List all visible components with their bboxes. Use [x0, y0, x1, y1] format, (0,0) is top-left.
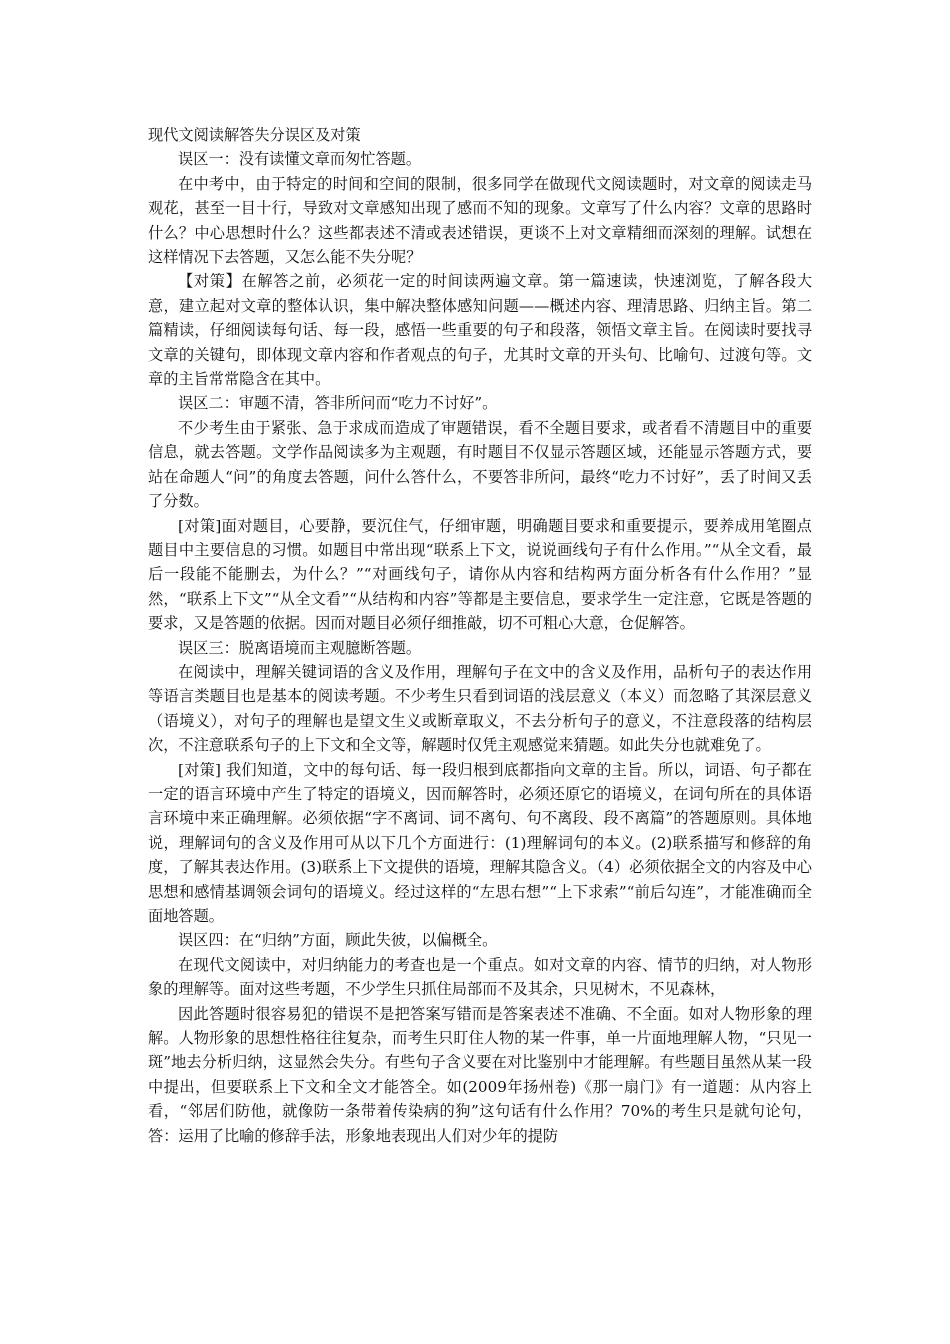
paragraph: 在中考中，由于特定的时间和空间的限制，很多同学在做现代文阅读题时，对文章的阅读走马观花，甚至一目十行，导致对文章感知出现了感而不知的现象。文章写了什么内容？文章的思路时什么？中心思想时什么？这些都表述不清或表述错误，更谈不上对文章精细而深刻的理解。试想在这样情况下去答题，又怎么能不失分呢？	[148, 174, 812, 267]
paragraph: 在现代文阅读中，对归纳能力的考查也是一个重点。如对文章的内容、情节的归纳，对人物形象的理解等。面对这些考题，不少学生只抓住局部而不及其余，只见树木，不见森林，	[148, 955, 812, 999]
strategy-paragraph: [对策]面对题目，心要静，要沉住气，仔细审题，明确题目要求和重要提示，要养成用笔圈点题目中主要信息的习惯。如题目中常出现“联系上下文，说说画线句子有什么作用。”“从全文看，最后一段能不能删去，为什么？”“对画线句子，请你从内容和结构两方面分析各有什么作用？”显然，“联系上下文”“从全文看”“从结构和内容”等都是主要信息，要求学生一定注意，它既是答题的要求，又是答题的依据。因而对题目必须仔细推敲，切不可粗心大意，仓促解答。	[148, 516, 812, 633]
paragraph: 因此答题时很容易犯的错误不是把答案写错而是答案表述不准确、不全面。如对人物形象的理解。人物形象的思想性格往往复杂，而考生只盯住人物的某一件事，单一片面地理解人物，“只见一斑”地去分析归纳，这显然会失分。有些句子含义要在对比鉴别中才能理解。有些题目虽然从某一段中提出，但要联系上下文和全文才能答全。如(2009年扬州卷)《那一扇门》有一道题：从内容上看，“邻居们防他，就像防一条带着传染病的狗”这句话有什么作用？70%的考生只是就句论句，答：运用了比喻的修辞手法，形象地表现出人们对少年的提防	[148, 1004, 812, 1145]
document-page	[148, 123, 812, 1148]
section-heading-4: 误区四：在“归纳”方面，顾此失彼，以偏概全。	[178, 931, 498, 950]
paragraph: 在阅读中，理解关键词语的含义及作用，理解句子在文中的含义及作用，品析句子的表达作用等语言类题目也是基本的阅读考题。不少考生只看到词语的浅层意义（本义）而忽略了其深层意义（语境义），对句子的理解也是望文生义或断章取义，不去分析句子的意义，不注意段落的结构层次，不注意联系句子的上下文和全文等，解题时仅凭主观感觉来猜题。如此失分也就难免了。	[148, 662, 812, 755]
section-heading-1: 误区一：没有读懂文章而匆忙答题。	[178, 150, 421, 169]
document-title: 现代文阅读解答失分误区及对策	[148, 126, 361, 144]
paragraph: 不少考生由于紧张、急于求成而造成了审题错误，看不全题目要求，或者看不清题目中的重要信息，就去答题。文学作品阅读多为主观题，有时题目不仅显示答题区域，还能显示答题方式，要站在命题人“问”的角度去答题，问什么答什么，不要答非所问，最终“吃力不讨好”，丢了时间又丢了分数。	[148, 418, 812, 511]
strategy-paragraph: [对策] 我们知道，文中的每句话、每一段归根到底都指向文章的主旨。所以，词语、句子都在一定的语言环境中产生了特定的语境义，因而解答时，必须还原它的语境义，在词句所在的具体语言环境中来正确理解。必须依据“字不离词、词不离句、句不离段、段不离篇”的答题原则。具体地说，理解词句的含义及作用可从以下几个方面进行：(1)理解词句的本义。(2)联系描写和修辞的角度，了解其表达作用。(3)联系上下文提供的语境，理解其隐含义。（4）必须依据全文的内容及中心思想和感情基调领会词句的语境义。经过这样的“左思右想”“上下求索”“前后勾连”，才能准确而全面地答题。	[148, 760, 812, 925]
strategy-paragraph: 【对策】在解答之前，必须花一定的时间读两遍文章。第一篇速读，快速浏览，了解各段大意，建立起对文章的整体认识，集中解决整体感知问题——概述内容、理清思路、归纳主旨。第二篇精读，仔细阅读每句话、每一段，感悟一些重要的句子和段落，领悟文章主旨。在阅读时要找寻文章的关键句，即体现文章内容和作者观点的句子，尤其时文章的开头句、比喻句、过渡句等。文章的主旨常常隐含在其中。	[148, 272, 812, 389]
section-heading-2: 误区二：审题不清，答非所问而“吃力不讨好”。	[178, 394, 498, 413]
section-heading-3: 误区三：脱离语境而主观臆断答题。	[178, 638, 421, 657]
